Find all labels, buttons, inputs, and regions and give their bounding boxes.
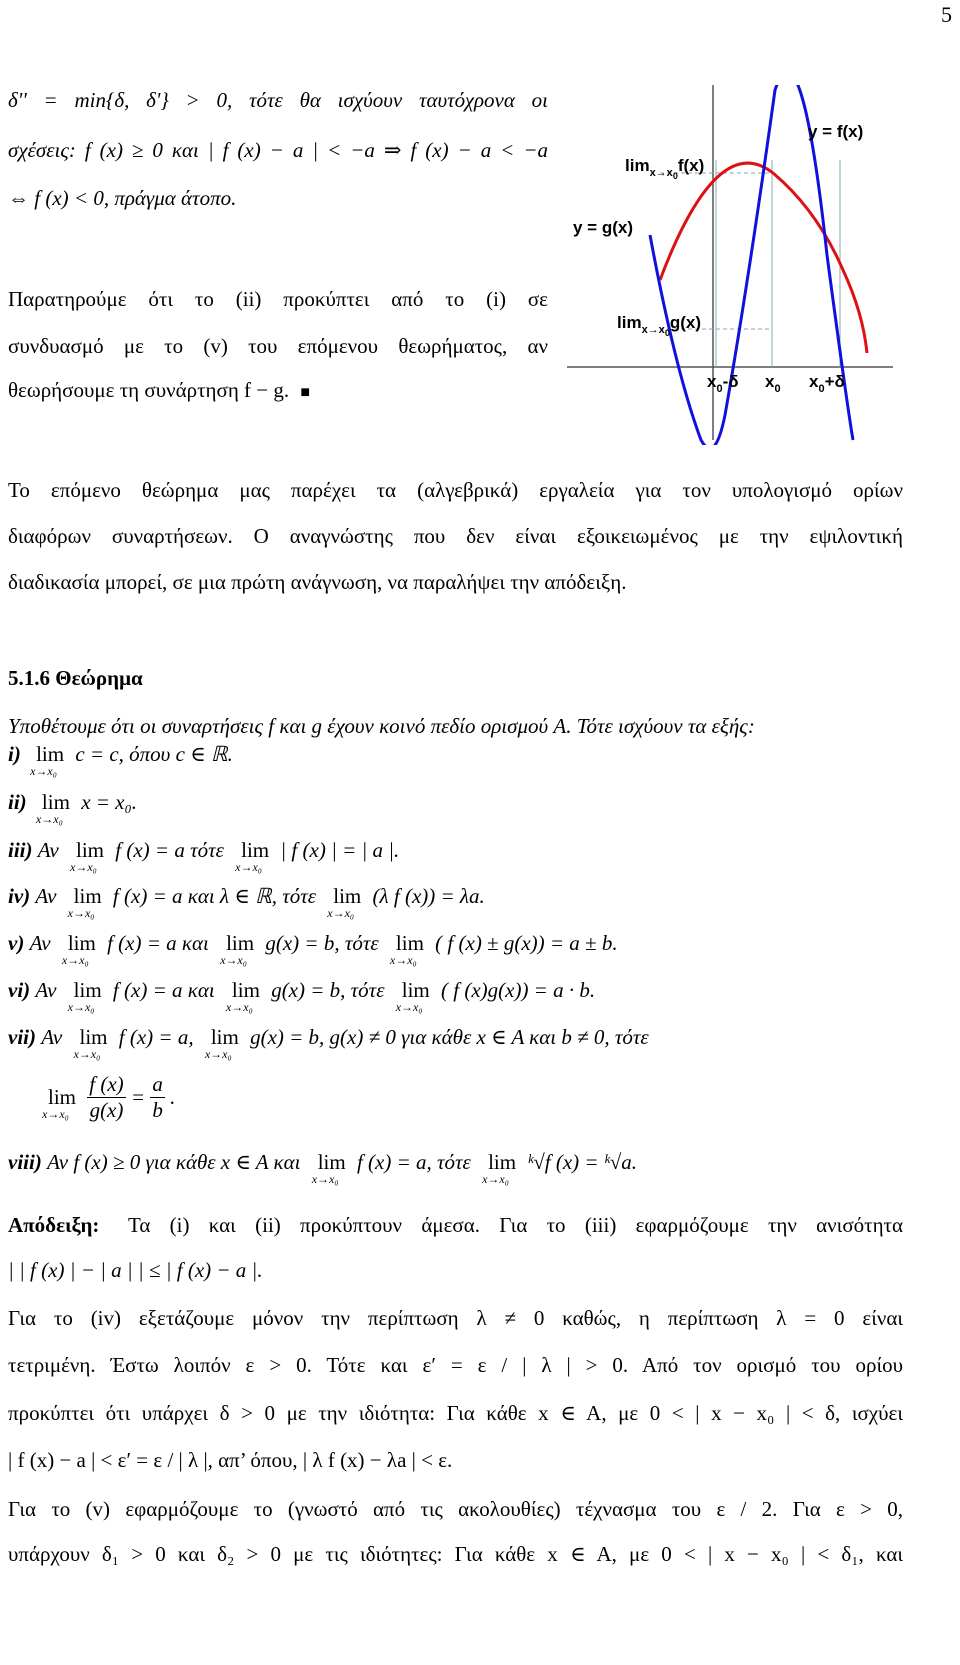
para2-line-1: Το επόμενο θεώρημα μας παρέχει τα (αλγεβρικά) εργαλεία για τον υπολογισμό ορίων [8,478,903,502]
fraction-numerator: a [152,1072,163,1096]
item-i-label: i) [8,742,21,766]
item-v-concl: ( f (x) ± g(x)) = a ± b. [435,931,618,955]
para2-line-2: διαφόρων συναρτήσεων. Ο αναγνώστης που δεν είναι εξοικειωμένος με την εψιλοντική [8,524,903,548]
lim-word: lim [48,1085,77,1109]
tick-x0: $x_0$ [765,372,781,395]
lim-operator [395,978,430,1014]
intro-line-6-text: θεωρήσουμε τη συνάρτηση f − g. [8,378,290,402]
item-viii-label: viii) [8,1150,42,1174]
item-ii [8,790,138,826]
lim-word: lim [67,931,96,955]
item-vi-if: Αν [35,978,57,1002]
item-viii [8,1150,638,1186]
lim-operator [482,1150,517,1186]
lim-word: lim [76,838,105,862]
lim-word: lim [73,884,102,908]
lim-word: lim [79,1025,108,1049]
lim-word: lim [73,978,102,1002]
lim-subscript: x→x₀ [67,1000,95,1014]
item-vii-hyp-g: g(x) = b, g(x) ≠ 0 για κάθε x ∈ A και b ≠ 0, τότε [250,1025,649,1049]
lim-word: lim [488,1150,517,1174]
lim-subscript: x→x₀ [35,812,63,826]
lim-word: lim [241,838,270,862]
intro-line-1: δ'' = min{δ, δ'} > 0, τότε θα ισχύουν ταυτόχρονα οι [8,88,548,112]
theorem-heading: 5.1.6 Θεώρημα [8,666,143,690]
period: . [170,1085,176,1109]
item-iv-label: iv) [8,884,31,908]
fraction-a-over-b [150,1072,165,1123]
lim-word: lim [231,978,260,1002]
lim-operator [70,838,105,874]
lim-word: lim [41,790,70,814]
intro-line-6 [8,378,310,403]
lim-subscript: x→x₀ [389,953,417,967]
intro-line-4: Παρατηρούμε ότι το (ii) προκύπτει από το (i) σε [8,287,548,311]
lim-operator [220,931,255,967]
lim-subscript: x→x₀ [73,1047,101,1061]
proof-line-3: Για το (iv) εξετάζουμε μόνον την περίπτωση λ ≠ 0 καθώς, η περίπτωση λ = 0 είναι [8,1306,903,1330]
item-v [8,931,618,967]
para2-line-3: διαδικασία μπορεί, σε μια πρώτη ανάγνωση, να παραλήψει την απόδειξη. [8,570,627,594]
item-vii [8,1025,649,1061]
intro-line-2: σχέσεις: f (x) ≥ 0 και | f (x) − a | < −a ⇒ f (x) − a < −a [8,138,548,162]
proof-label: Απόδειξη: [8,1213,100,1237]
item-iii-hyp: f (x) = a τότε [115,838,224,862]
lim-subscript: x→x₀ [70,860,97,874]
proof-line-8: υπάρχουν δ₁ > 0 και δ₂ > 0 με τις ιδιότητες: Για κάθε x ∈ A, με 0 < | x − x₀ | < δ₁, και [8,1542,903,1566]
tick-x0-minus-delta: $x_0-\delta$ [707,372,739,395]
lim-operator [30,742,65,778]
item-i [8,742,233,778]
fraction-numerator: f (x) [89,1072,124,1096]
proof-line-7: Για το (v) εφαρμόζουμε το (γνωστό από τις ακολουθίες) τέχνασμα του ε / 2. Για ε > 0, [8,1497,903,1521]
item-ii-text: x = x₀. [81,790,138,814]
intro-line-3: ⇔ f (x) < 0, πράγμα άτοπο. [8,186,237,210]
proof-line-4: τετριμένη. Έστω λοιπόν ε > 0. Τότε και ε′ = ε / | λ | > 0. Από τον ορισμό του ορίου [8,1353,903,1377]
item-viii-concl: ᵏ√f (x) = ᵏ√a. [527,1150,638,1174]
lim-word: lim [333,884,362,908]
item-vii-hyp-f: f (x) = a, [118,1025,194,1049]
label-y-equals-f: y = f(x) [808,122,864,141]
theorem-statement: Υποθέτουμε ότι οι συναρτήσεις f και g έχουν κοινό πεδίο ορισμού A. Τότε ισχύουν τα εξής: [8,714,755,738]
lim-subscript: x→x₀ [395,1000,423,1014]
item-vi [8,978,596,1014]
item-vii-if: Αν [41,1025,63,1049]
lim-subscript: x→x₀ [311,1172,339,1186]
item-iv-concl: (λ f (x)) = λa. [372,884,485,908]
item-v-if: Αν [29,931,51,955]
lim-subscript: x→x₀ [61,953,89,967]
item-iv [8,884,485,920]
label-lim-g: $\lim_{x\to x}0g(x)$ [617,313,701,338]
item-iii-label: iii) [8,838,33,862]
lim-subscript: x→x₀ [235,860,262,874]
lim-subscript: x→x₀ [225,1000,253,1014]
lim-operator [67,884,102,920]
lim-operator [61,931,96,967]
item-v-label: v) [8,931,25,955]
label-y-equals-g: y = g(x) [573,218,633,237]
lim-word: lim [395,931,424,955]
item-i-text: c = c, όπου c ∈ ℝ. [75,742,233,766]
qed-symbol: ■ [300,384,311,401]
item-vi-label: vi) [8,978,31,1002]
item-iv-if: Αν [35,884,57,908]
tick-x0-plus-delta: $x_0+\delta$ [809,372,845,395]
proof-line-1-text: Τα (i) και (ii) προκύπτουν άμεσα. Για το (iii) εφαρμόζουμε την ανισότητα [128,1213,903,1237]
lim-word: lim [401,978,430,1002]
lim-word: lim [226,931,255,955]
function-graph-figure [565,85,895,445]
equals-sign: = [130,1085,146,1109]
lim-operator [73,1025,108,1061]
item-iii-concl: | f (x) | = | a |. [280,838,400,862]
lim-operator [311,1150,346,1186]
fraction-f-over-g [87,1072,125,1123]
lim-word: lim [210,1025,239,1049]
item-ii-label: ii) [8,790,27,814]
page-number: 5 [941,2,952,27]
lim-operator [42,1085,77,1121]
item-v-hyp-f: f (x) = a και [107,931,209,955]
lim-subscript: x→x₀ [30,764,57,778]
lim-subscript: x→x₀ [220,953,247,967]
item-vi-hyp-g: g(x) = b, τότε [271,978,385,1002]
lim-word: lim [36,742,65,766]
lim-operator [327,884,362,920]
lim-word: lim [317,1150,346,1174]
proof-line-2: | | f (x) | − | a | | ≤ | f (x) − a |. [8,1258,263,1282]
proof-line-6: | f (x) − a | < ε′ = ε / | λ |, απ’ όπου, | λ f (x) − λa | < ε. [8,1448,453,1472]
item-vi-concl: ( f (x)g(x)) = a · b. [441,978,596,1002]
lim-subscript: x→x₀ [327,906,355,920]
lim-subscript: x→x₀ [67,906,95,920]
item-vi-hyp-f: f (x) = a και [112,978,215,1002]
item-viii-hyp-2: f (x) = a, τότε [356,1150,471,1174]
intro-line-5: συνδυασμό με το (v) του επόμενου θεωρήματος, αν [8,334,548,358]
label-lim-f: $\lim_{x\to x}0f(x)$ [625,156,705,181]
lim-operator [67,978,102,1014]
fraction-denominator: g(x) [89,1098,124,1122]
lim-operator [235,838,270,874]
item-v-hyp-g: g(x) = b, τότε [265,931,379,955]
proof-line-5: προκύπτει ότι υπάρχει δ > 0 με την ιδιότητα: Για κάθε x ∈ A, με 0 < | x − x₀ | < δ, ισχύει [8,1401,903,1425]
fraction-denominator: b [152,1098,163,1122]
lim-operator [35,790,70,826]
proof-line-1 [8,1213,903,1238]
item-iii-if: Αν [37,838,59,862]
lim-subscript: x→x₀ [204,1047,232,1061]
item-iv-hyp: f (x) = a και λ ∈ ℝ, τότε [112,884,317,908]
item-vii-label: vii) [8,1025,36,1049]
item-viii-hyp-1: Αν f (x) ≥ 0 για κάθε x ∈ A και [47,1150,301,1174]
lim-subscript: x→x₀ [482,1172,509,1186]
lim-operator [204,1025,239,1061]
lim-operator [389,931,424,967]
lim-subscript: x→x₀ [42,1107,69,1121]
item-vii-conclusion [42,1072,176,1123]
lim-operator [225,978,260,1014]
item-iii [8,838,400,874]
